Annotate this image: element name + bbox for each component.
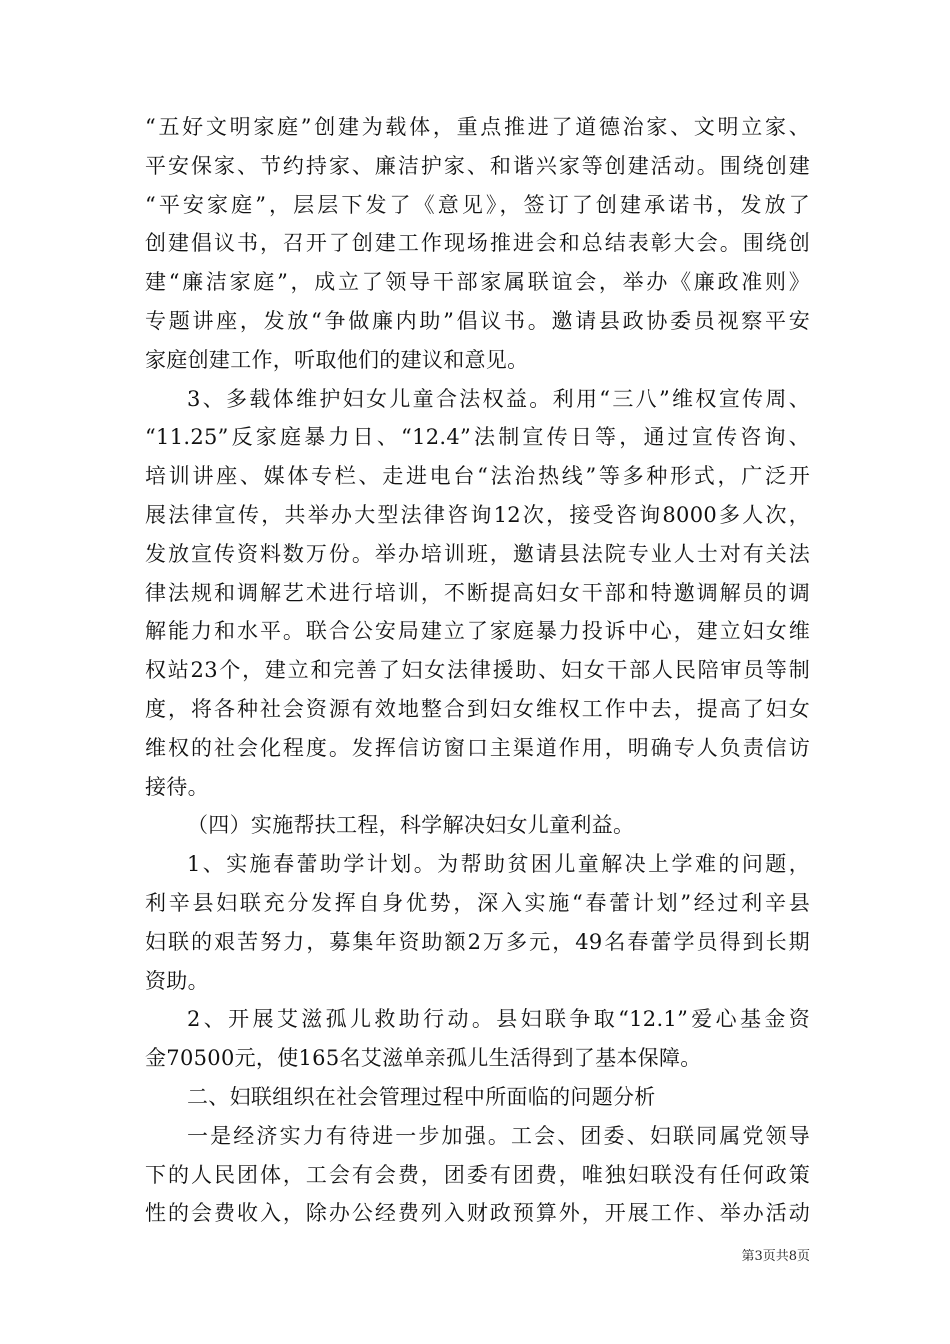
text-line: 建“廉洁家庭”，成立了领导干部家属联谊会，举办《廉政准则》 <box>145 270 810 295</box>
text-line: 创建倡议书，召开了创建工作现场推进会和总结表彰大会。围绕创 <box>145 231 810 256</box>
body-text <box>145 108 810 1233</box>
text-line: 下的人民团体，工会有会费，团委有团费，唯独妇联没有任何政策 <box>145 1162 810 1187</box>
section-heading: 二、妇联组织在社会管理过程中所面临的问题分析 <box>187 1084 656 1109</box>
text-line: 资助。 <box>145 968 209 993</box>
text-line: 维权的社会化程度。发挥信访窗口主渠道作用，明确专人负责信访 <box>145 735 810 760</box>
text-line: 权站23个，建立和完善了妇女法律援助、妇女干部人民陪审员等制 <box>145 658 810 683</box>
page-number: 第3页共8页 <box>741 1249 810 1264</box>
text-line: 性的会费收入，除办公经费列入财政预算外，开展工作、举办活动 <box>145 1201 810 1226</box>
text-line: 1、实施春蕾助学计划。为帮助贫困儿童解决上学难的问题， <box>187 852 810 877</box>
text-line: 专题讲座，发放“争做廉内助”倡议书。邀请县政协委员视察平安 <box>145 308 810 333</box>
text-line: 发放宣传资料数万份。举办培训班，邀请县法院专业人士对有关法 <box>145 541 810 566</box>
text-line: 利辛县妇联充分发挥自身优势，深入实施“春蕾计划”经过利辛县 <box>145 890 810 915</box>
text-line: “11.25”反家庭暴力日、“12.4”法制宣传日等，通过宣传咨询、 <box>145 425 810 450</box>
text-line: 展法律宣传，共举办大型法律咨询12次，接受咨询8000多人次， <box>145 502 810 527</box>
text-line: 妇联的艰苦努力，募集年资助额2万多元，49名春蕾学员得到长期 <box>145 929 810 954</box>
text-line: 培训讲座、媒体专栏、走进电台“法治热线”等多种形式，广泛开 <box>145 464 810 489</box>
text-line: “五好文明家庭”创建为载体，重点推进了道德治家、文明立家、 <box>145 115 810 139</box>
text-line: 接待。 <box>145 774 209 799</box>
text-line: 家庭创建工作，听取他们的建议和意见。 <box>145 347 529 372</box>
text-line: 律法规和调解艺术进行培训，不断提高妇女干部和特邀调解员的调 <box>145 580 810 605</box>
text-line: “平安家庭”，层层下发了《意见》，签订了创建承诺书，发放了 <box>145 192 810 217</box>
text-line: 2、开展艾滋孤儿救助行动。县妇联争取“12.1”爱心基金资 <box>187 1007 810 1032</box>
section-heading: （四）实施帮扶工程，科学解决妇女儿童利益。 <box>187 813 635 838</box>
text-line: 度，将各种社会资源有效地整合到妇女维权工作中去，提高了妇女 <box>145 696 810 721</box>
text-line: 3、多载体维护妇女儿童合法权益。利用“三八”维权宣传周、 <box>187 386 810 411</box>
text-line: 金70500元，使165名艾滋单亲孤儿生活得到了基本保障。 <box>145 1046 702 1071</box>
text-line: 平安保家、节约持家、廉洁护家、和谐兴家等创建活动。围绕创建 <box>145 153 810 178</box>
text-line: 解能力和水平。联合公安局建立了家庭暴力投诉中心，建立妇女维 <box>145 619 810 644</box>
text-line: 一是经济实力有待进一步加强。工会、团委、妇联同属党领导 <box>187 1123 810 1148</box>
